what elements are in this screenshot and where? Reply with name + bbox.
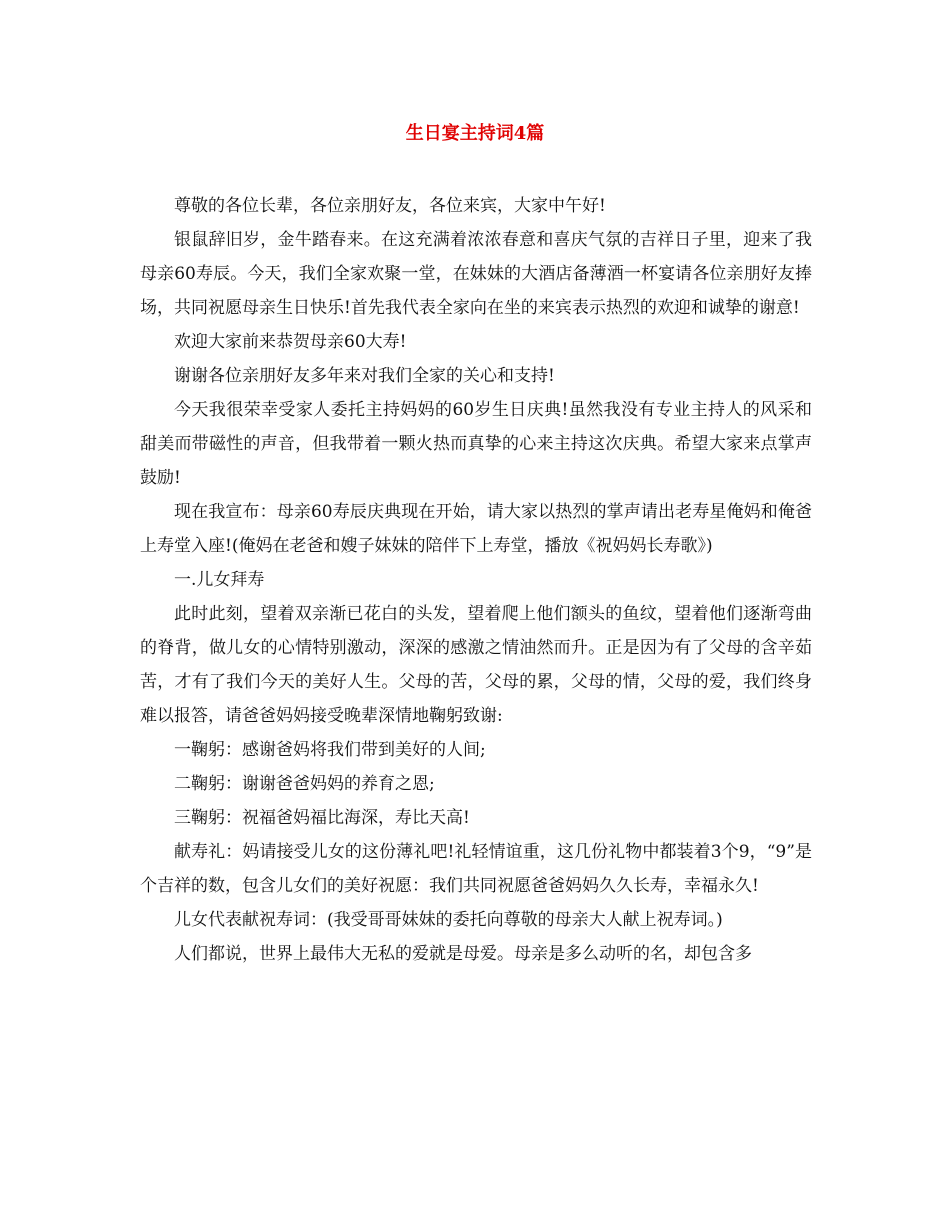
section-heading: 一.儿女拜寿 — [174, 570, 265, 590]
paragraph: 儿女代表献祝寿词：(我受哥哥妹妹的委托向尊敬的母亲大人献上祝寿词。) — [174, 910, 723, 930]
paragraph: 人们都说，世界上最伟大无私的爱就是母爱。母亲是多么动听的名，却包含多 — [174, 944, 752, 964]
paragraph: 二鞠躬：谢谢爸爸妈妈的养育之恩; — [174, 774, 435, 794]
paragraph: 银鼠辞旧岁，金牛踏春来。在这充满着浓浓春意和喜庆气氛的吉祥日子里，迎来了我母亲60寿辰。今天，我们全家欢聚一堂，在妹妹的大酒店备薄酒一杯宴请各位亲朋好友捧场，共同祝愿母亲生日快乐!首先我代表全家向在坐的来宾表示热烈的欢迎和诚挚的谢意! — [140, 230, 812, 318]
document-body — [140, 189, 812, 971]
paragraph: 欢迎大家前来恭贺母亲60大寿! — [174, 332, 407, 352]
paragraph: 现在我宣布：母亲60寿辰庆典现在开始，请大家以热烈的掌声请出老寿星俺妈和俺爸上寿堂入座!(俺妈在老爸和嫂子妹妹的陪伴下上寿堂，播放《祝妈妈长寿歌》) — [140, 502, 812, 556]
paragraph: 谢谢各位亲朋好友多年来对我们全家的关心和支持! — [174, 366, 555, 386]
paragraph: 一鞠躬：感谢爸妈将我们带到美好的人间; — [174, 740, 486, 760]
paragraph: 今天我很荣幸受家人委托主持妈妈的60岁生日庆典!虽然我没有专业主持人的风采和甜美而带磁性的声音，但我带着一颗火热而真挚的心来主持这次庆典。希望大家来点掌声鼓励! — [140, 400, 812, 488]
document-title: 生日宴主持词4篇 — [405, 123, 545, 144]
paragraph: 献寿礼：妈请接受儿女的这份薄礼吧!礼轻情谊重，这几份礼物中都装着3个9，“9”是个吉祥的数，包含儿女们的美好祝愿：我们共同祝愿爸爸妈妈久久长寿，幸福永久! — [140, 842, 812, 896]
paragraph: 三鞠躬：祝福爸妈福比海深，寿比天高! — [174, 808, 470, 828]
paragraph: 尊敬的各位长辈，各位亲朋好友，各位来宾，大家中午好! — [174, 196, 606, 216]
paragraph: 此时此刻，望着双亲渐已花白的头发，望着爬上他们额头的鱼纹，望着他们逐渐弯曲的脊背，做儿女的心情特别激动，深深的感激之情油然而升。正是因为有了父母的含辛茹苦，才有了我们今天的美好人生。父母的苦，父母的累，父母的情，父母的爱，我们终身难以报答，请爸爸妈妈接受晚辈深情地鞠躬致谢: — [140, 604, 812, 726]
